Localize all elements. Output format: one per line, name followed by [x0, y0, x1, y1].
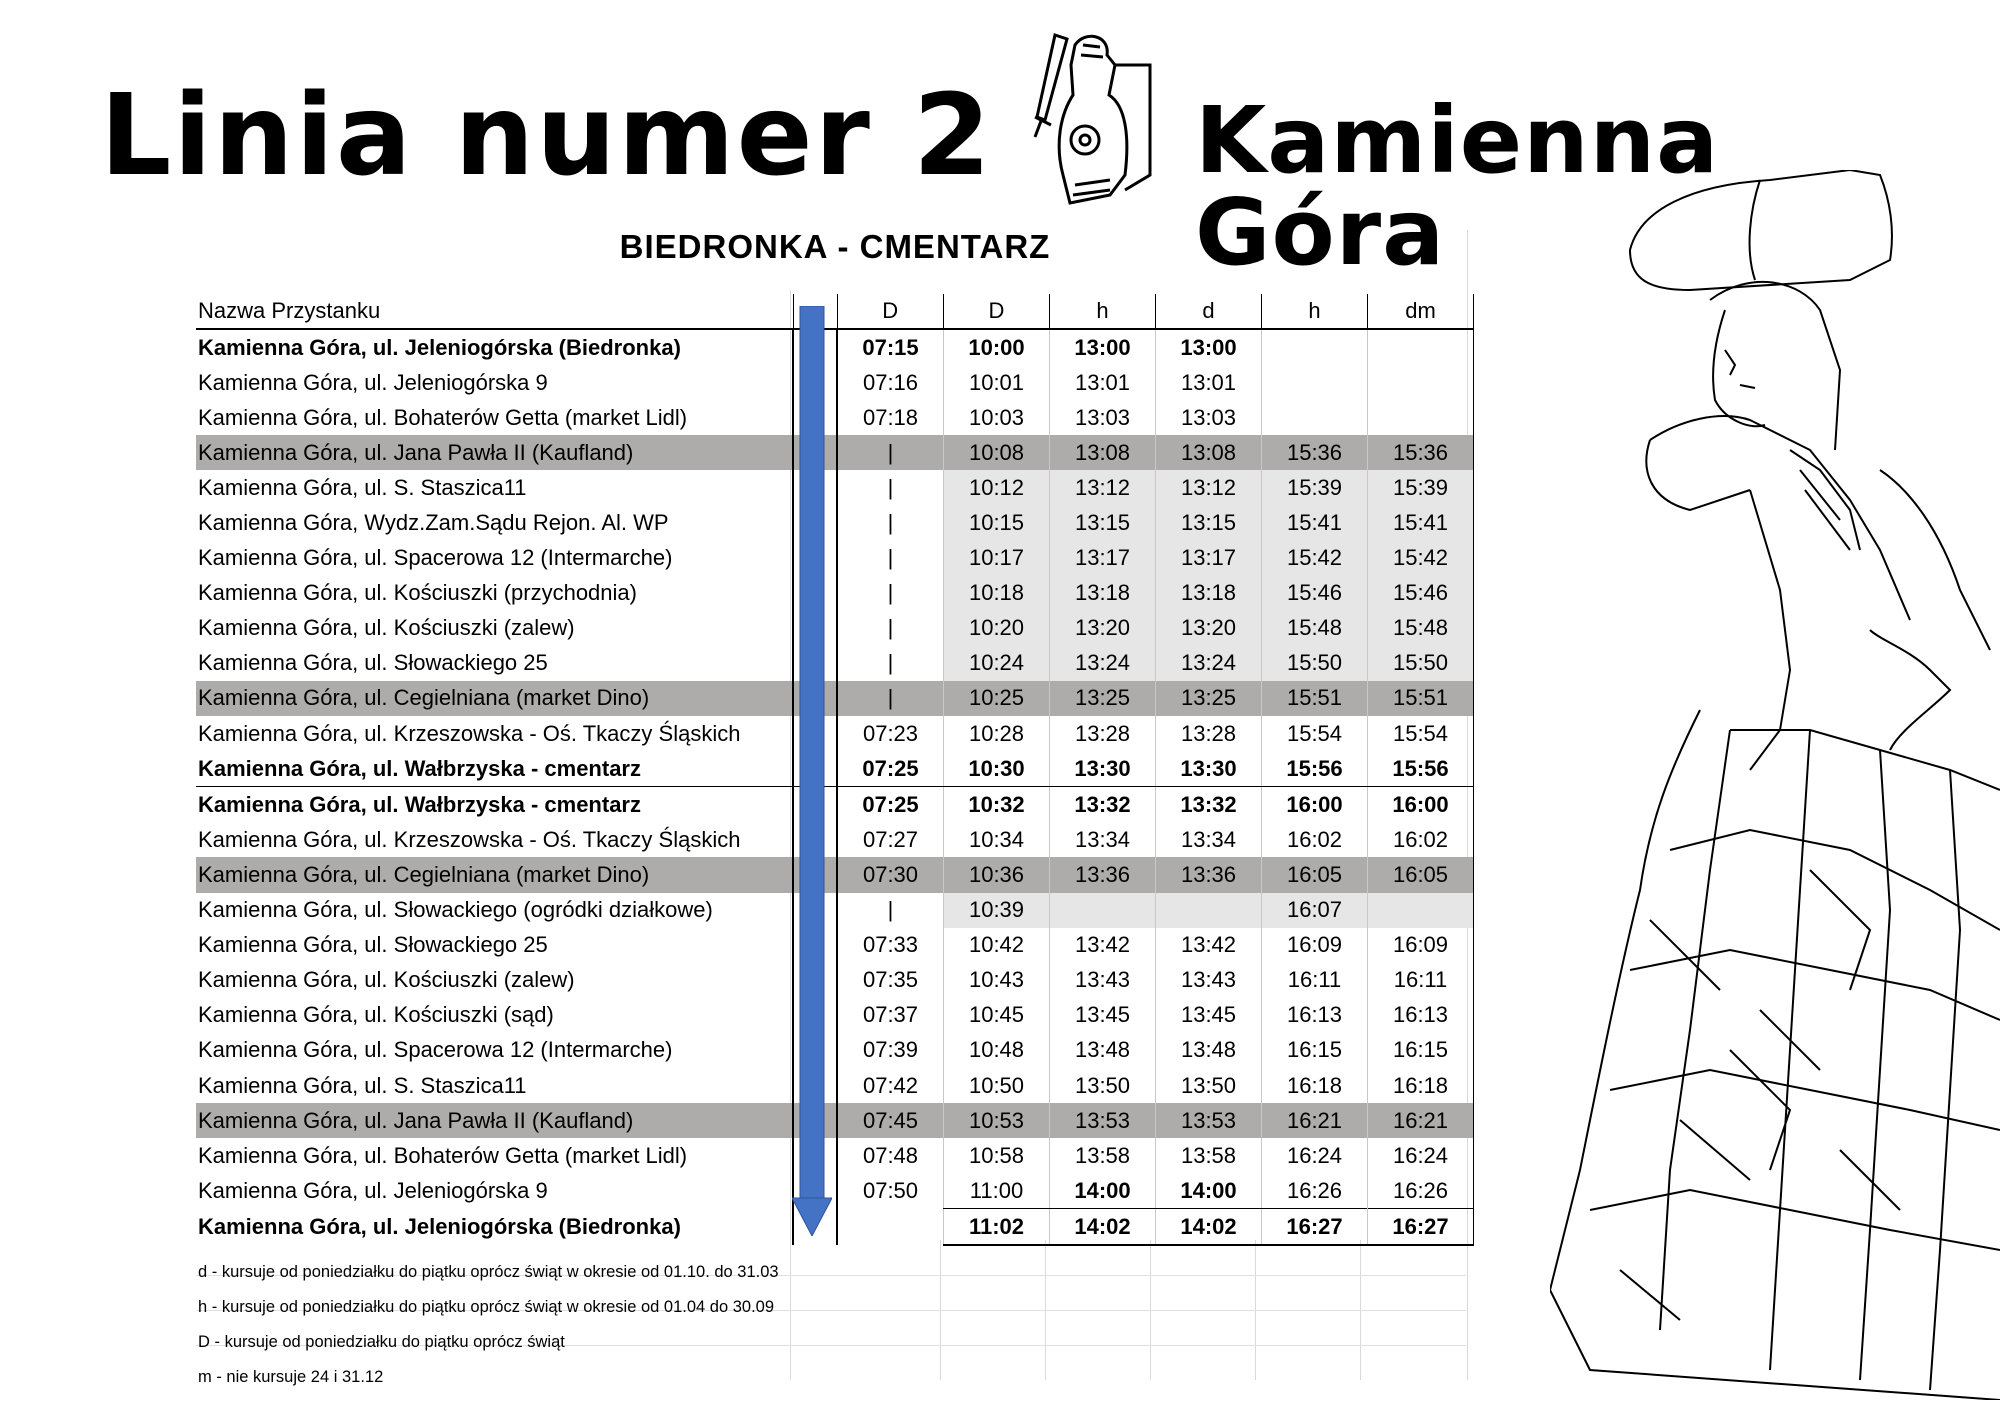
- time-cell: 13:01: [1156, 365, 1262, 400]
- stop-name: Kamienna Góra, ul. Kościuszki (zalew): [198, 967, 575, 993]
- table-row: [196, 998, 1474, 1033]
- time-cell: 13:53: [1156, 1103, 1262, 1138]
- time-cell: 10:39: [944, 893, 1050, 928]
- time-cell: 10:00: [944, 329, 1050, 365]
- time-cell: 16:15: [1368, 1033, 1474, 1068]
- table-row: [196, 400, 1474, 435]
- time-cell: 13:17: [1050, 541, 1156, 576]
- stop-name: Kamienna Góra, ul. Kościuszki (przychodnia): [198, 580, 637, 606]
- time-cell: 15:54: [1368, 716, 1474, 751]
- time-cell: 15:54: [1262, 716, 1368, 751]
- header-row: [196, 294, 1474, 329]
- stop-name: Kamienna Góra, ul. Spacerowa 12 (Intermarche): [198, 545, 673, 571]
- time-cell: 10:43: [944, 963, 1050, 998]
- table-row: [196, 1173, 1474, 1209]
- time-cell: 14:00: [1050, 1173, 1156, 1209]
- time-cell: 13:48: [1050, 1033, 1156, 1068]
- time-cell: 07:25: [837, 751, 944, 787]
- table-row: [196, 822, 1474, 857]
- time-cell: 16:00: [1368, 787, 1474, 823]
- time-cell: 16:07: [1262, 893, 1368, 928]
- time-cell: 13:34: [1050, 822, 1156, 857]
- time-cell: 10:15: [944, 505, 1050, 540]
- stop-name: Kamienna Góra, ul. Jeleniogórska (Biedronka): [198, 1214, 681, 1240]
- time-cell: 16:00: [1262, 787, 1368, 823]
- time-cell: 15:51: [1368, 681, 1474, 716]
- time-cell: 15:48: [1368, 611, 1474, 646]
- timetable: [196, 294, 1474, 1246]
- time-cell: 10:20: [944, 611, 1050, 646]
- time-cell: 16:18: [1368, 1068, 1474, 1103]
- stop-name: Kamienna Góra, ul. Jana Pawła II (Kaufland): [196, 1103, 793, 1138]
- time-cell: 15:48: [1262, 611, 1368, 646]
- time-cell: 13:03: [1156, 400, 1262, 435]
- time-cell: 11:00: [944, 1173, 1050, 1209]
- time-cell: 13:43: [1156, 963, 1262, 998]
- time-cell: 13:36: [1156, 857, 1262, 892]
- table-row: [196, 787, 1474, 823]
- time-cell: 13:18: [1156, 576, 1262, 611]
- time-cell: 13:48: [1156, 1033, 1262, 1068]
- time-cell: 16:11: [1262, 963, 1368, 998]
- time-cell: 07:39: [837, 1033, 944, 1068]
- stop-name: Kamienna Góra, ul. Bohaterów Getta (market Lidl): [198, 404, 688, 430]
- time-cell: 10:01: [944, 365, 1050, 400]
- stop-name: Kamienna Góra, ul. S. Staszica11: [198, 474, 527, 500]
- knight-crest-icon: [1015, 25, 1165, 215]
- time-cell: 14:02: [1050, 1209, 1156, 1246]
- time-cell: 07:48: [837, 1138, 944, 1173]
- time-cell: 13:53: [1050, 1103, 1156, 1138]
- table-row: [196, 505, 1474, 540]
- time-cell: 13:15: [1156, 505, 1262, 540]
- time-cell: 10:42: [944, 928, 1050, 963]
- time-cell: 13:50: [1050, 1068, 1156, 1103]
- time-cell: [1050, 893, 1156, 928]
- woman-figure-illustration: [1550, 170, 2000, 1400]
- stop-name: Kamienna Góra, ul. Spacerowa 12 (Intermarche): [198, 1037, 673, 1063]
- stop-name: Kamienna Góra, ul. Słowackiego 25: [198, 932, 548, 958]
- stop-header: Nazwa Przystanku: [196, 294, 793, 329]
- line-title: Linia numer 2: [100, 71, 993, 201]
- stop-name: Kamienna Góra, ul. Jeleniogórska 9: [198, 1178, 548, 1204]
- time-cell: [1368, 329, 1474, 365]
- time-cell: |: [837, 611, 944, 646]
- time-cell: 10:32: [944, 787, 1050, 823]
- time-cell: 13:45: [1050, 998, 1156, 1033]
- stop-name: Kamienna Góra, ul. Krzeszowska - Oś. Tkaczy Śląskich: [198, 720, 741, 746]
- time-cell: 16:24: [1368, 1138, 1474, 1173]
- time-cell: 13:18: [1050, 576, 1156, 611]
- time-cell: 16:21: [1368, 1103, 1474, 1138]
- time-cell: 13:28: [1156, 716, 1262, 751]
- time-cell: 14:02: [1156, 1209, 1262, 1246]
- table-row: [196, 751, 1474, 787]
- time-cell: 07:16: [837, 365, 944, 400]
- time-cell: 15:36: [1368, 435, 1474, 470]
- time-cell: 16:02: [1368, 822, 1474, 857]
- time-cell: 15:50: [1262, 646, 1368, 681]
- time-cell: 10:34: [944, 822, 1050, 857]
- stop-name: Kamienna Góra, ul. Bohaterów Getta (market Lidl): [198, 1142, 688, 1168]
- table-row: [196, 646, 1474, 681]
- time-cell: 15:46: [1368, 576, 1474, 611]
- time-cell: 13:03: [1050, 400, 1156, 435]
- table-row: [196, 576, 1474, 611]
- time-cell: 13:30: [1156, 751, 1262, 787]
- table-row: [196, 963, 1474, 998]
- time-cell: 13:24: [1156, 646, 1262, 681]
- table-row: [196, 1138, 1474, 1173]
- table-row: [196, 329, 1474, 365]
- stop-name: Kamienna Góra, ul. S. Staszica11: [198, 1072, 527, 1098]
- time-cell: 16:18: [1262, 1068, 1368, 1103]
- table-row: [196, 681, 1474, 716]
- time-cell: 13:08: [1156, 435, 1262, 470]
- time-cell: [1262, 400, 1368, 435]
- time-cell: 15:42: [1368, 541, 1474, 576]
- time-cell: 10:58: [944, 1138, 1050, 1173]
- time-cell: 16:27: [1368, 1209, 1474, 1246]
- time-cell: 07:25: [837, 787, 944, 823]
- time-cell: 07:15: [837, 329, 944, 365]
- time-cell: 10:18: [944, 576, 1050, 611]
- time-cell: 10:45: [944, 998, 1050, 1033]
- time-cell: 13:30: [1050, 751, 1156, 787]
- down-arrow-icon: [792, 306, 832, 1236]
- time-cell: 10:53: [944, 1103, 1050, 1138]
- time-cell: 13:45: [1156, 998, 1262, 1033]
- time-cell: 07:45: [837, 1103, 944, 1138]
- town-title: Kamienna Góra: [1195, 87, 1720, 286]
- stop-name: Kamienna Góra, ul. Jeleniogórska 9: [198, 369, 548, 395]
- time-cell: [1368, 400, 1474, 435]
- table-row: [196, 365, 1474, 400]
- time-cell: 10:50: [944, 1068, 1050, 1103]
- time-cell: |: [837, 681, 944, 716]
- col-header: d: [1156, 294, 1262, 329]
- time-cell: 13:15: [1050, 505, 1156, 540]
- time-cell: 15:41: [1262, 505, 1368, 540]
- table-row: [196, 1103, 1474, 1138]
- time-cell: [837, 1209, 944, 1246]
- col-header: dm: [1368, 294, 1474, 329]
- table-row: [196, 716, 1474, 751]
- table-row: [196, 893, 1474, 928]
- table-row: [196, 928, 1474, 963]
- time-cell: 16:24: [1262, 1138, 1368, 1173]
- col-header: D: [837, 294, 944, 329]
- time-cell: 07:33: [837, 928, 944, 963]
- time-cell: 10:25: [944, 681, 1050, 716]
- table-row: [196, 1068, 1474, 1103]
- time-cell: 13:20: [1156, 611, 1262, 646]
- time-cell: 16:13: [1368, 998, 1474, 1033]
- time-cell: |: [837, 646, 944, 681]
- note-d: d - kursuje od poniedziałku do piątku oprócz świąt w okresie od 01.10. do 31.03: [198, 1263, 779, 1281]
- time-cell: 07:18: [837, 400, 944, 435]
- col-header: h: [1262, 294, 1368, 329]
- legend-notes: [198, 1255, 779, 1395]
- time-cell: 13:12: [1050, 470, 1156, 505]
- time-cell: 15:56: [1262, 751, 1368, 787]
- time-cell: 16:26: [1262, 1173, 1368, 1209]
- time-cell: [1156, 893, 1262, 928]
- time-cell: 16:05: [1262, 857, 1368, 892]
- time-cell: 15:56: [1368, 751, 1474, 787]
- stop-name: Kamienna Góra, ul. Kościuszki (zalew): [198, 615, 575, 641]
- time-cell: 07:37: [837, 998, 944, 1033]
- time-cell: 13:00: [1050, 329, 1156, 365]
- note-h: h - kursuje od poniedziałku do piątku oprócz świąt w okresie od 01.04 do 30.09: [198, 1298, 775, 1316]
- time-cell: 13:42: [1050, 928, 1156, 963]
- time-cell: 10:30: [944, 751, 1050, 787]
- stop-name: Kamienna Góra, ul. Słowackiego 25: [198, 650, 548, 676]
- time-cell: 15:41: [1368, 505, 1474, 540]
- time-cell: 13:42: [1156, 928, 1262, 963]
- time-cell: 07:42: [837, 1068, 944, 1103]
- time-cell: 13:25: [1050, 681, 1156, 716]
- time-cell: 10:36: [944, 857, 1050, 892]
- stop-name: Kamienna Góra, ul. Wałbrzyska - cmentarz: [196, 751, 793, 787]
- time-cell: 16:02: [1262, 822, 1368, 857]
- time-cell: 10:17: [944, 541, 1050, 576]
- stop-name: Kamienna Góra, ul. Jeleniogórska (Biedronka): [198, 334, 681, 360]
- time-cell: 13:32: [1156, 787, 1262, 823]
- time-cell: 15:51: [1262, 681, 1368, 716]
- time-cell: 13:58: [1156, 1138, 1262, 1173]
- time-cell: |: [837, 893, 944, 928]
- time-cell: 07:35: [837, 963, 944, 998]
- stop-name: Kamienna Góra, ul. Krzeszowska - Oś. Tkaczy Śląskich: [198, 826, 741, 852]
- col-header: h: [1050, 294, 1156, 329]
- time-cell: 13:58: [1050, 1138, 1156, 1173]
- time-cell: 10:12: [944, 470, 1050, 505]
- time-cell: 15:39: [1368, 470, 1474, 505]
- time-cell: 16:21: [1262, 1103, 1368, 1138]
- time-cell: 10:28: [944, 716, 1050, 751]
- time-cell: |: [837, 435, 944, 470]
- time-cell: 16:26: [1368, 1173, 1474, 1209]
- table-row: [196, 1209, 1474, 1246]
- route-title: BIEDRONKA - CMENTARZ: [619, 228, 1051, 265]
- note-D: D - kursuje od poniedziałku do piątku oprócz świąt: [198, 1333, 565, 1351]
- col-header: D: [944, 294, 1050, 329]
- time-cell: 13:08: [1050, 435, 1156, 470]
- time-cell: 10:08: [944, 435, 1050, 470]
- time-cell: |: [837, 541, 944, 576]
- table-row: [196, 435, 1474, 470]
- time-cell: 10:24: [944, 646, 1050, 681]
- time-cell: [1262, 329, 1368, 365]
- time-cell: 13:12: [1156, 470, 1262, 505]
- time-cell: 07:27: [837, 822, 944, 857]
- time-cell: 16:09: [1368, 928, 1474, 963]
- time-cell: 07:50: [837, 1173, 944, 1209]
- time-cell: 07:30: [837, 857, 944, 892]
- stop-name: Kamienna Góra, ul. Słowackiego (ogródki działkowe): [198, 897, 713, 923]
- note-m: m - nie kursuje 24 i 31.12: [198, 1368, 384, 1386]
- time-cell: 16:11: [1368, 963, 1474, 998]
- time-cell: 16:09: [1262, 928, 1368, 963]
- time-cell: 13:50: [1156, 1068, 1262, 1103]
- time-cell: 11:02: [944, 1209, 1050, 1246]
- stop-name: Kamienna Góra, ul. Cegielniana (market Dino): [196, 857, 793, 892]
- stop-name: Kamienna Góra, ul. Cegielniana (market Dino): [196, 681, 793, 716]
- time-cell: 13:34: [1156, 822, 1262, 857]
- time-cell: 10:48: [944, 1033, 1050, 1068]
- time-cell: 15:50: [1368, 646, 1474, 681]
- stop-name: Kamienna Góra, Wydz.Zam.Sądu Rejon. Al. WP: [198, 510, 669, 536]
- time-cell: 13:01: [1050, 365, 1156, 400]
- time-cell: 13:17: [1156, 541, 1262, 576]
- time-cell: [1262, 365, 1368, 400]
- table-row: [196, 857, 1474, 892]
- time-cell: [1368, 893, 1474, 928]
- time-cell: 13:00: [1156, 329, 1262, 365]
- time-cell: 13:24: [1050, 646, 1156, 681]
- time-cell: 15:36: [1262, 435, 1368, 470]
- time-cell: 13:43: [1050, 963, 1156, 998]
- time-cell: |: [837, 505, 944, 540]
- time-cell: 15:42: [1262, 541, 1368, 576]
- stop-name: Kamienna Góra, ul. Wałbrzyska - cmentarz: [198, 791, 641, 817]
- time-cell: 14:00: [1156, 1173, 1262, 1209]
- time-cell: [1368, 365, 1474, 400]
- time-cell: |: [837, 576, 944, 611]
- time-cell: 07:23: [837, 716, 944, 751]
- time-cell: 13:36: [1050, 857, 1156, 892]
- time-cell: 13:28: [1050, 716, 1156, 751]
- table-row: [196, 470, 1474, 505]
- time-cell: 16:13: [1262, 998, 1368, 1033]
- time-cell: 13:25: [1156, 681, 1262, 716]
- time-cell: 10:03: [944, 400, 1050, 435]
- stop-name: Kamienna Góra, ul. Kościuszki (sąd): [198, 1002, 554, 1028]
- table-row: [196, 1033, 1474, 1068]
- time-cell: 13:20: [1050, 611, 1156, 646]
- time-cell: 16:05: [1368, 857, 1474, 892]
- time-cell: 16:27: [1262, 1209, 1368, 1246]
- time-cell: 15:39: [1262, 470, 1368, 505]
- time-cell: 16:15: [1262, 1033, 1368, 1068]
- time-cell: |: [837, 470, 944, 505]
- table-row: [196, 611, 1474, 646]
- time-cell: 15:46: [1262, 576, 1368, 611]
- time-cell: 13:32: [1050, 787, 1156, 823]
- stop-name: Kamienna Góra, ul. Jana Pawła II (Kaufland): [196, 435, 793, 470]
- table-row: [196, 541, 1474, 576]
